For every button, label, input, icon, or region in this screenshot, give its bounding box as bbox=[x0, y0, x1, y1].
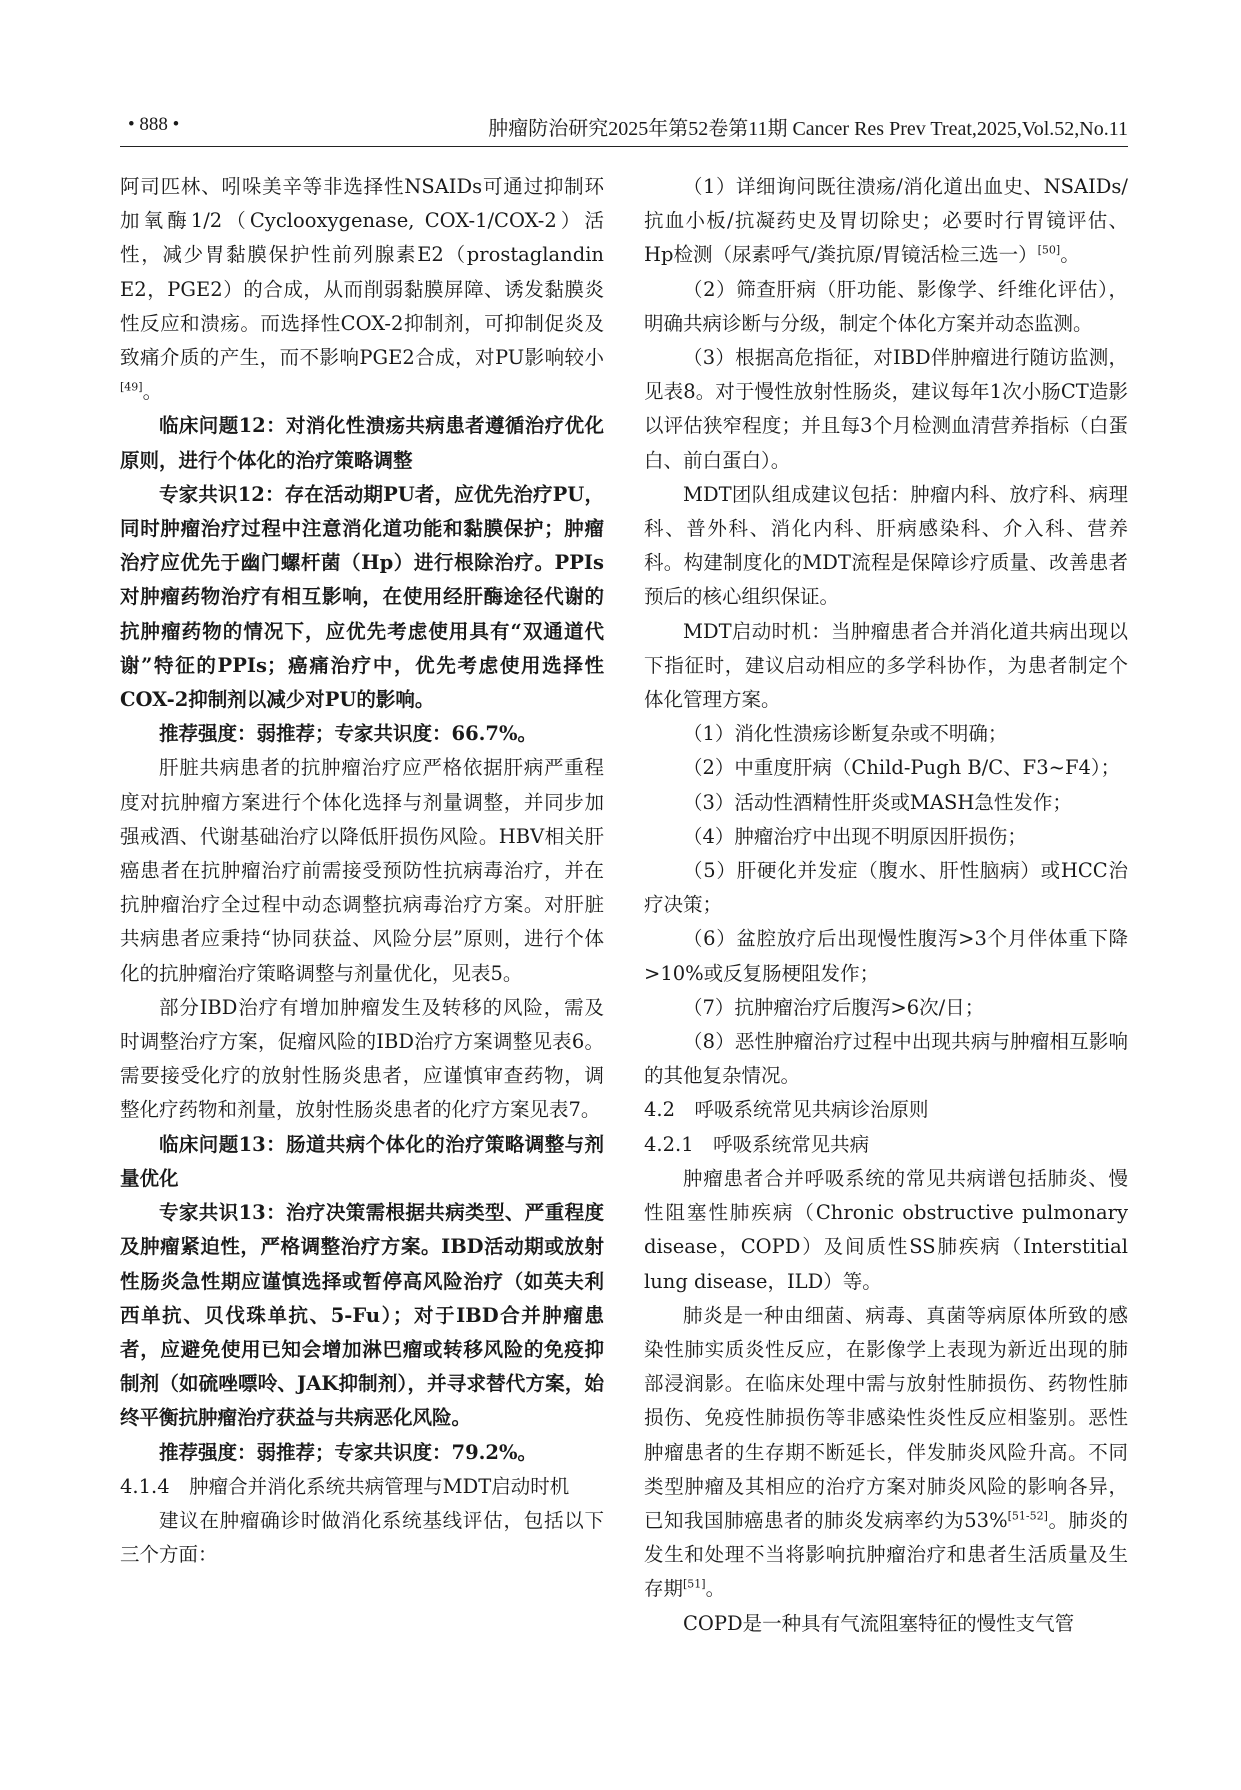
paragraph-mdt-team: MDT团队组成建议包括：肿瘤内科、放疗科、病理科、普外科、消化内科、肝病感染科、介入科、营养科。构建制度化的MDT流程是保障诊疗质量、改善患者预后的核心组织保证。 bbox=[644, 482, 1128, 609]
clinical-question-12: 临床问题12：对消化性溃疡共病患者遵循治疗优化原则，进行个体化的治疗策略调整 bbox=[120, 414, 604, 472]
left-column bbox=[120, 170, 604, 1572]
page-number: • 888 • bbox=[128, 114, 180, 135]
citation-ref[interactable]: [50] bbox=[1037, 243, 1061, 257]
paragraph-pneumonia: 肺炎是一种由细菌、病毒、真菌等病原体所致的感染性肺实质炎性反应，在影像学上表现为新近出现的肺部浸润影。在临床处理中需与放射性肺损伤、药物性肺损伤、免疫性肺损伤等非感染性炎性反应相鉴别。恶性肿瘤患者的生存期不断延长，伴发肺炎风险升高。不同类型肿瘤及其相应的治疗方案对肺炎风险的影响各异，已知我国肺癌患者的肺炎发病率约为53%[51-52]。肺炎的发生和处理不当将影响抗肿瘤治疗和患者生活质量及生存期[51]。 bbox=[644, 1303, 1128, 1601]
paragraph-copd: COPD是一种具有气流阻塞特征的慢性支气管 bbox=[683, 1611, 1075, 1635]
section-heading-4-1-4: 4.1.4 肿瘤合并消化系统共病管理与MDT启动时机 bbox=[120, 1474, 570, 1498]
paragraph-ibd: 部分IBD治疗有增加肿瘤发生及转移的风险，需及时调整治疗方案，促瘤风险的IBD治疗方案调整见表6。需要接受化疗的放射性肠炎患者，应谨慎审查药物，调整化疗药物和剂量，放射性肠炎患者的化疗方案见表7。 bbox=[120, 995, 604, 1122]
list-item: （6）盆腔放疗后出现慢性腹泻>3个月伴体重下降>10%或反复肠梗阻发作； bbox=[644, 927, 1128, 985]
list-item: （3）根据高危指征，对IBD伴肿瘤进行随访监测，见表8。对于慢性放射性肠炎，建议每年1次小肠CT造影以评估狭窄程度；并且每3个月检测血清营养指标（白蛋白、前白蛋白）。 bbox=[644, 346, 1128, 472]
list-item: （1）详细询问既往溃疡/消化道出血史、NSAIDs/抗血小板/抗凝药史及胃切除史；必要时行胃镜评估、Hp检测（尿素呼气/粪抗原/胃镜活检三选一）[50]。 bbox=[644, 175, 1128, 267]
paragraph-mdt-timing: MDT启动时机：当肿瘤患者合并消化道共病出现以下指征时，建议启动相应的多学科协作，为患者制定个体化管理方案。 bbox=[644, 619, 1128, 712]
paragraph-baseline: 建议在肿瘤确诊时做消化系统基线评估，包括以下三个方面： bbox=[120, 1508, 604, 1567]
journal-citation: 肿瘤防治研究2025年第52卷第11期 Cancer Res Prev Treat,2025,Vol.52,No.11 bbox=[488, 118, 1128, 140]
list-item: （8）恶性肿瘤治疗过程中出现共病与肿瘤相互影响的其他复杂情况。 bbox=[644, 1030, 1128, 1088]
recommendation-13: 推荐强度：弱推荐；专家共识度：79.2%。 bbox=[159, 1440, 538, 1464]
list-item: （5）肝硬化并发症（腹水、肝性脑病）或HCC治疗决策； bbox=[644, 859, 1128, 917]
expert-consensus-12: 专家共识12：存在活动期PU者，应优先治疗PU，同时肿瘤治疗过程中注意消化道功能和黏膜保护；肿瘤治疗应优先于幽门螺杆菌（Hp）进行根除治疗。PPIs对肿瘤药物治疗有相互影响，在使用经肝酶途径代谢的抗肿瘤药物的情况下，应优先考虑使用具有“双通道代谢”特征的PPIs；癌痛治疗中，优先考虑使用选择性COX-2抑制剂以减少对PU的影响。 bbox=[120, 482, 604, 712]
list-item: （2）筛查肝病（肝功能、影像学、纤维化评估），明确共病诊断与分级，制定个体化方案并动态监测。 bbox=[644, 277, 1128, 335]
right-column bbox=[644, 170, 1128, 1641]
paragraph-respiratory: 肿瘤患者合并呼吸系统的常见共病谱包括肺炎、慢性阻塞性肺疾病（Chronic obstructive pulmonary disease，COPD）及间质性SS肺疾病（Interstitial lung disease，ILD）等。 bbox=[644, 1166, 1128, 1293]
running-header bbox=[120, 110, 1128, 147]
section-heading-4-2-1: 4.2.1 呼吸系统常见共病 bbox=[644, 1132, 870, 1156]
recommendation-12: 推荐强度：弱推荐；专家共识度：66.7%。 bbox=[159, 722, 538, 746]
section-heading-4-2: 4.2 呼吸系统常见共病诊治原则 bbox=[644, 1098, 929, 1122]
list-item: （7）抗肿瘤治疗后腹泻>6次/日； bbox=[683, 995, 985, 1019]
list-item: （1）消化性溃疡诊断复杂或不明确； bbox=[683, 722, 1008, 746]
citation-ref[interactable]: [51] bbox=[683, 1577, 706, 1591]
list-item: （2）中重度肝病（Child-Pugh B/C、F3~F4）； bbox=[683, 756, 1121, 780]
paragraph-liver: 肝脏共病患者的抗肿瘤治疗应严格依据肝病严重程度对抗肿瘤方案进行个体化选择与剂量调整，并同步加强戒酒、代谢基础治疗以降低肝损伤风险。HBV相关肝癌患者在抗肿瘤治疗前需接受预防性抗病毒治疗，并在抗肿瘤治疗全过程中动态调整抗病毒治疗方案。对肝脏共病患者应秉持“协同获益、风险分层”原则，进行个体化的抗肿瘤治疗策略调整与剂量优化，见表5。 bbox=[120, 756, 604, 985]
clinical-question-13: 临床问题13：肠道共病个体化的治疗策略调整与剂量优化 bbox=[120, 1132, 604, 1190]
citation-ref[interactable]: [51-52] bbox=[1007, 1509, 1048, 1523]
expert-consensus-13: 专家共识13：治疗决策需根据共病类型、严重程度及肿瘤紧迫性，严格调整治疗方案。IBD活动期或放射性肠炎急性期应谨慎选择或暂停高风险治疗（如英夫利西单抗、贝伐珠单抗、5-Fu）；对于IBD合并肿瘤患者，应避免使用已知会增加淋巴瘤或转移风险的免疫抑制剂（如硫唑嘌呤、JAK抑制剂），并寻求替代方案，始终平衡抗肿瘤治疗获益与共病恶化风险。 bbox=[120, 1201, 604, 1430]
paragraph-nsaids: 阿司匹林、吲哚美辛等非选择性NSAIDs可通过抑制环加氧酶1/2（Cyclooxygenase, COX-1/COX-2）活性，减少胃黏膜保护性前列腺素E2（prostaglandin E2，PGE2）的合成，从而削弱黏膜屏障、诱发黏膜炎性反应和溃疡。而选择性COX-2抑制剂，可抑制促炎及致痛介质的产生，而不影响PGE2合成，对PU影响较小[49]。 bbox=[120, 175, 604, 404]
citation-ref[interactable]: [49] bbox=[120, 380, 143, 394]
list-item: （4）肿瘤治疗中出现不明原因肝损伤； bbox=[683, 824, 1027, 848]
list-item: （3）活动性酒精性肝炎或MASH急性发作； bbox=[683, 790, 1072, 814]
